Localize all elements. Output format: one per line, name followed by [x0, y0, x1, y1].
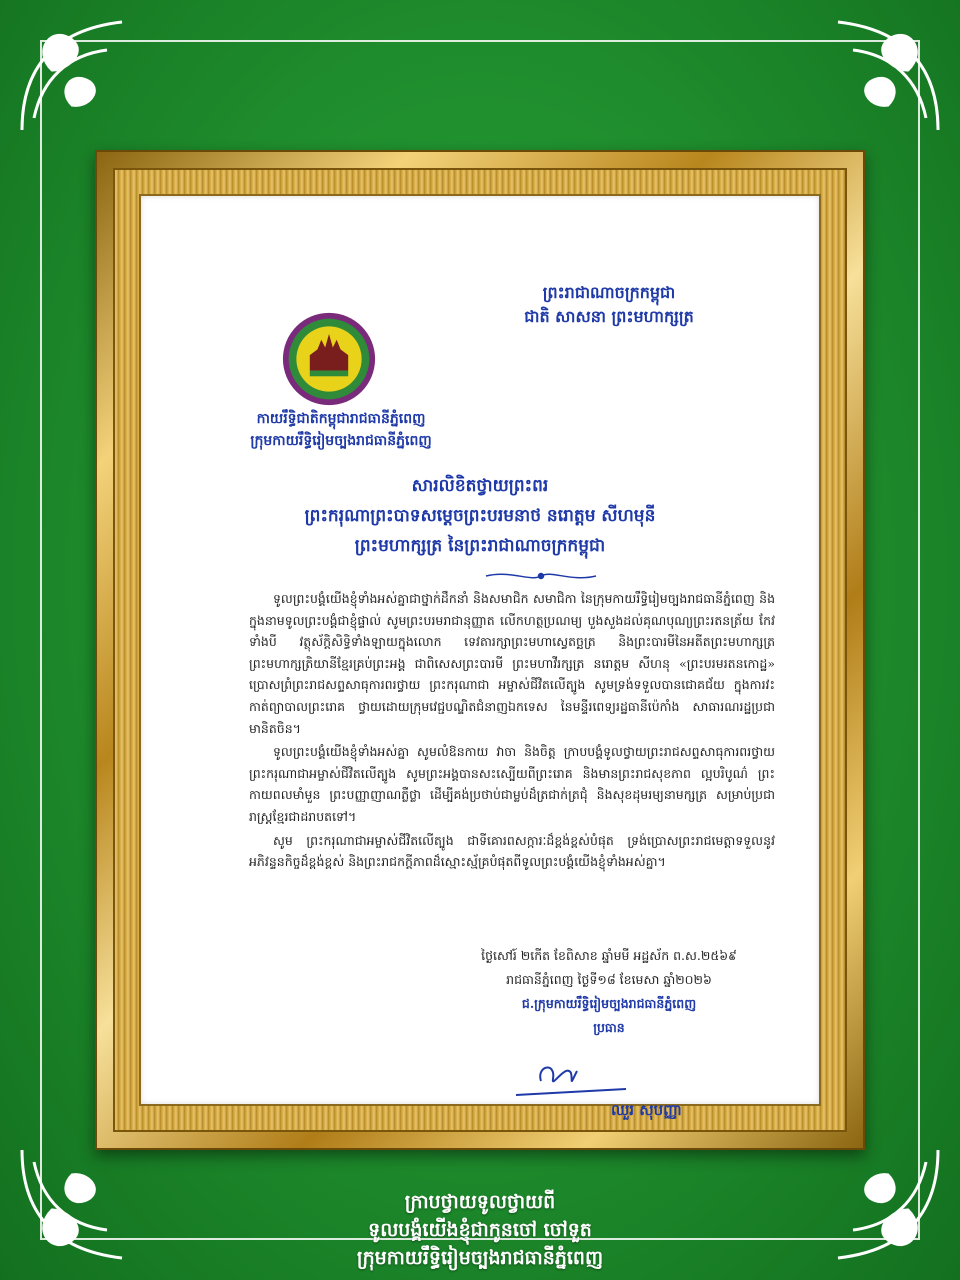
- org-line-2: ក្រុមកាយរឹទ្ធិរៀមច្បងរាជធានីភ្នំពេញ: [250, 433, 432, 449]
- footer-line-3: ក្រុមកាយរឹទ្ធិរៀមច្បងរាជធានីភ្នំពេញ: [356, 1247, 604, 1269]
- letter-body: [249, 588, 775, 875]
- letter-title: [141, 471, 819, 561]
- footer-line-1: ក្រាបថ្វាយទូលថ្វាយពី: [404, 1191, 556, 1213]
- signature-block: [459, 944, 759, 1040]
- title-line-3: ព្រះមហាក្សត្រ នៃព្រះរាជាណាចក្រកម្ពុជា: [354, 536, 606, 556]
- gold-picture-frame: [95, 150, 865, 1150]
- footer-dedication: [0, 1188, 960, 1272]
- letter-paper: [141, 196, 819, 1119]
- body-paragraph-2: ទូលព្រះបង្គំយើងខ្ញុំទាំងអស់គ្នា សូមលំឱនកាយ វាចា និងចិត្ត ក្រាបបង្គំទូលថ្វាយព្រះរាជសព្ទសាធុការពរថ្វាយ ព្រះករុណាជាអម្ចាស់ជីវិតលើត្បូង សូមព្រះអង្គបានសះស្បើយពីព្រះរោគ និងមានព្រះរាជសុខភាព ល្អបរិបូណ៌ ព្រះកាយពលមាំមួន ព្រះបញ្ញាញាណភ្លឺថ្លា ដើម្បីគង់ប្រថាប់ជាម្លប់ដ៏ត្រជាក់ត្រជុំ និងសុខដុមរម្យនាមក្សត្រ សម្រាប់ប្រជារាស្ត្រខ្មែរជាដរាបតទៅ។: [249, 744, 775, 824]
- corner-ornament-icon: [12, 10, 142, 140]
- footer-line-2: ទូលបង្គំយើងខ្ញុំជាកូនចៅ ចៅទួត: [368, 1219, 592, 1241]
- scout-logo-icon: [281, 311, 377, 407]
- nation-religion-king: ជាតិ សាសនា ព្រះមហាក្សត្រ: [524, 307, 694, 326]
- corner-ornament-icon: [818, 10, 948, 140]
- gregorian-date: រាជធានីភ្នំពេញ ថ្ងៃទី១៨ ខែមេសា ឆ្នាំ២០២៦: [506, 972, 712, 987]
- kingdom-motto: [509, 281, 709, 329]
- body-paragraph-1: ទូលព្រះបង្គំយើងខ្ញុំទាំងអស់គ្នាជាថ្នាក់ដឹកនាំ និងសមាជិក សមាជិកា នៃក្រុមកាយរឹទ្ធិរៀមច្បងរាជធានីភ្នំពេញ និងក្នុងនាមទូលព្រះបង្គំជាខ្ញុំផ្ទាល់ សូមព្រះបរមរាជានុញ្ញាត លើកហត្ថប្រណម្យ បួងសួងដល់គុណបុណ្យព្រះរតនត្រ័យ កែវទាំងបី វត្ថុស័ក្តិសិទ្ធិទាំងឡាយក្នុងលោក ទេវតារក្សាព្រះមហាស្វេតច្ឆត្រ និងព្រះបារមីនៃអតីតព្រះមហាក្សត្រ ព្រះមហាក្សត្រិយានីខ្មែរគ្រប់ព្រះអង្គ ជាពិសេសព្រះបារមី ព្រះមហាវីរក្សត្រ នរោត្តម សីហនុ «ព្រះបរមរតនកោដ្ឋ» ប្រោសព្រំព្រះរាជសព្ទសាធុការពរថ្វាយ ព្រះករុណាជា អម្ចាស់ជីវិតលើត្បូង សូមទ្រង់ទទួលបានជោគជ័យ ក្នុងការវះកាត់ព្យាបាលព្រះរោគ ថ្វាយដោយក្រុមវេជ្ជបណ្ឌិតជំនាញឯកទេស នៃមន្ទីរពេទ្យរដ្ឋធានីប៉េកាំង សាធារណរដ្ឋប្រជាមានិតចិន។: [249, 591, 775, 736]
- signature-icon: [511, 1051, 631, 1101]
- signing-organization: ជ.ក្រុមកាយរឹទ្ធិរៀមច្បងរាជធានីភ្នំពេញ: [521, 996, 697, 1011]
- title-line-2: ព្រះករុណាព្រះបាទសម្តេចព្រះបរមនាថ នរោត្តម សីហមុនី: [304, 506, 656, 526]
- ornament-divider-icon: [481, 568, 601, 584]
- signer-role: ប្រធាន: [593, 1020, 625, 1035]
- lunar-date: ថ្ងៃសៅរ៍ ២កើត ខែពិសាខ ឆ្នាំមមី អដ្ឋស័ក ព.ស.២៥៦៩: [481, 948, 737, 963]
- signer-name: ឈួរ សុបញ្ញា: [611, 1101, 682, 1119]
- org-line-1: កាយរឹទ្ធិជាតិកម្ពុជារាជធានីភ្នំពេញ: [256, 411, 426, 427]
- body-paragraph-3: សូម ព្រះករុណាជាអម្ចាស់ជីវិតលើត្បូង ជាទីគោរពសក្ការៈដ៏ខ្ពង់ខ្ពស់បំផុត ទ្រង់ប្រោសព្រះរាជមេត្តាទទួលនូវអភិវន្ទនកិច្ចដ៏ខ្ពង់ខ្ពស់ និងព្រះរាជកក្តីភាពដ៏ស្មោះស្ម័គ្របំផុតពីទូលព្រះបង្គំយើងខ្ញុំទាំងអស់គ្នា។: [249, 832, 775, 870]
- kingdom-name: ព្រះរាជាណាចក្រកម្ពុជា: [542, 283, 676, 302]
- title-line-1: សារលិខិតថ្វាយព្រះពរ: [411, 476, 549, 496]
- organization-name: [221, 408, 461, 452]
